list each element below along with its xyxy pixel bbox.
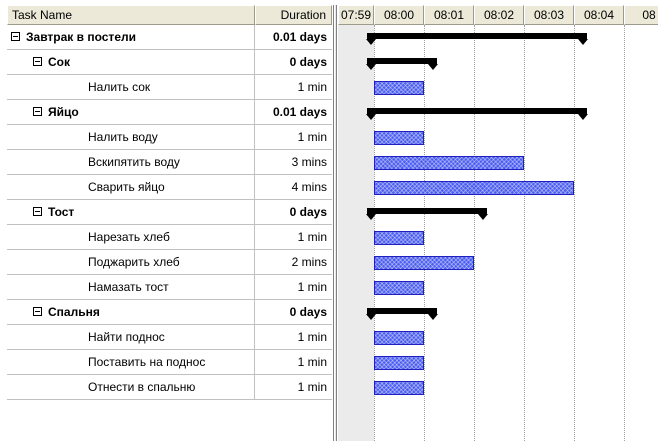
task-name: Яйцо	[48, 105, 79, 119]
task-duration[interactable]: 0.01 days	[272, 105, 327, 119]
task-bar[interactable]	[374, 156, 524, 170]
summary-bar-end-icon	[366, 39, 376, 45]
task-row[interactable]	[7, 300, 332, 325]
task-bar[interactable]	[374, 381, 424, 395]
task-bar[interactable]	[374, 356, 424, 370]
task-row[interactable]	[7, 275, 332, 300]
task-duration[interactable]: 2 mins	[291, 255, 327, 269]
task-name: Завтрак в постели	[26, 30, 136, 44]
summary-bar-end-icon	[428, 64, 438, 70]
task-duration[interactable]: 0 days	[289, 55, 327, 69]
task-name-cell[interactable]	[7, 175, 255, 199]
task-name: Нарезать хлеб	[88, 230, 170, 244]
task-row[interactable]	[7, 50, 332, 75]
summary-bar-end-icon	[428, 314, 438, 320]
summary-bar-end-icon	[578, 114, 588, 120]
timescale-label: 08:02	[474, 5, 524, 25]
task-row[interactable]	[7, 225, 332, 250]
task-name: Сок	[48, 55, 71, 69]
task-name-cell[interactable]	[7, 375, 255, 399]
timescale-label: 08	[624, 5, 658, 25]
task-row[interactable]	[7, 125, 332, 150]
task-name-cell[interactable]	[7, 275, 255, 299]
timescale-label: 08:03	[524, 5, 574, 25]
task-row[interactable]	[7, 75, 332, 100]
task-name-cell[interactable]	[7, 50, 255, 74]
task-duration[interactable]: 0 days	[289, 205, 327, 219]
task-duration[interactable]: 1 min	[297, 355, 327, 369]
timescale-gridline	[524, 25, 525, 441]
task-duration[interactable]: 1 min	[297, 330, 327, 344]
task-name: Отнести в спальню	[88, 380, 196, 394]
timescale-label: 08:00	[374, 5, 424, 25]
gantt-chart[interactable]	[338, 5, 658, 441]
collapse-toggle-icon[interactable]	[11, 32, 20, 41]
task-name-cell[interactable]	[7, 200, 255, 224]
summary-bar[interactable]	[367, 108, 587, 114]
task-name-cell[interactable]	[7, 350, 255, 374]
task-bar[interactable]	[374, 131, 424, 145]
task-bar[interactable]	[374, 231, 424, 245]
task-name: Спальня	[48, 305, 100, 319]
task-name: Найти поднос	[88, 330, 165, 344]
task-bar[interactable]	[374, 81, 424, 95]
task-duration[interactable]: 1 min	[297, 130, 327, 144]
task-duration[interactable]: 1 min	[297, 380, 327, 394]
nonworking-time-shading	[338, 25, 374, 441]
timescale-gridline	[624, 25, 625, 441]
task-name-cell[interactable]	[7, 300, 255, 324]
timescale-gridline	[424, 25, 425, 441]
task-name-cell[interactable]	[7, 250, 255, 274]
task-duration[interactable]: 1 min	[297, 230, 327, 244]
task-bar[interactable]	[374, 331, 424, 345]
timescale-label: 07:59	[338, 5, 374, 25]
task-name-cell[interactable]	[7, 100, 255, 124]
task-duration[interactable]: 1 min	[297, 80, 327, 94]
task-name: Сварить яйцо	[88, 180, 165, 194]
task-name: Налить воду	[88, 130, 158, 144]
column-header-duration[interactable]: Duration	[255, 5, 332, 25]
task-name: Поставить на поднос	[88, 355, 206, 369]
summary-bar[interactable]	[367, 208, 487, 214]
task-row[interactable]	[7, 325, 332, 350]
task-duration[interactable]: 0.01 days	[272, 30, 327, 44]
task-name-cell[interactable]	[7, 125, 255, 149]
task-name: Тост	[48, 205, 75, 219]
split-bar-right[interactable]	[335, 5, 337, 441]
summary-bar-end-icon	[366, 214, 376, 220]
summary-bar-end-icon	[578, 39, 588, 45]
task-name-cell[interactable]	[7, 75, 255, 99]
column-header-task-name[interactable]: Task Name	[7, 5, 255, 25]
task-bar[interactable]	[374, 256, 474, 270]
timescale-gridline	[574, 25, 575, 441]
task-duration[interactable]: 4 mins	[291, 180, 327, 194]
task-duration[interactable]: 0 days	[289, 305, 327, 319]
summary-bar[interactable]	[367, 33, 587, 39]
task-name: Намазать тост	[88, 280, 169, 294]
task-row[interactable]	[7, 100, 332, 125]
task-name: Вскипятить воду	[88, 155, 180, 169]
task-name: Налить сок	[88, 80, 151, 94]
timescale-label: 08:04	[574, 5, 624, 25]
task-duration[interactable]: 1 min	[297, 280, 327, 294]
task-name-cell[interactable]	[7, 225, 255, 249]
task-name-cell[interactable]	[7, 25, 255, 49]
summary-bar[interactable]	[367, 308, 437, 314]
summary-bar-end-icon	[366, 114, 376, 120]
task-bar[interactable]	[374, 181, 574, 195]
task-name: Поджарить хлеб	[88, 255, 180, 269]
task-bar[interactable]	[374, 281, 424, 295]
task-row[interactable]	[7, 375, 332, 400]
collapse-toggle-icon[interactable]	[33, 307, 42, 316]
timescale-gridline	[474, 25, 475, 441]
collapse-toggle-icon[interactable]	[33, 57, 42, 66]
summary-bar-end-icon	[366, 314, 376, 320]
task-name-cell[interactable]	[7, 150, 255, 174]
split-bar-left[interactable]	[332, 5, 334, 441]
task-name-cell[interactable]	[7, 325, 255, 349]
summary-bar-end-icon	[478, 214, 488, 220]
timescale-label: 08:01	[424, 5, 474, 25]
collapse-toggle-icon[interactable]	[33, 107, 42, 116]
collapse-toggle-icon[interactable]	[33, 207, 42, 216]
task-row[interactable]	[7, 200, 332, 225]
summary-bar[interactable]	[367, 58, 437, 64]
task-row[interactable]	[7, 150, 332, 175]
task-row[interactable]	[7, 175, 332, 200]
task-duration[interactable]: 3 mins	[291, 155, 327, 169]
summary-bar-end-icon	[366, 64, 376, 70]
task-row[interactable]	[7, 25, 332, 50]
task-row[interactable]	[7, 350, 332, 375]
task-row[interactable]	[7, 250, 332, 275]
task-rows	[7, 25, 332, 400]
